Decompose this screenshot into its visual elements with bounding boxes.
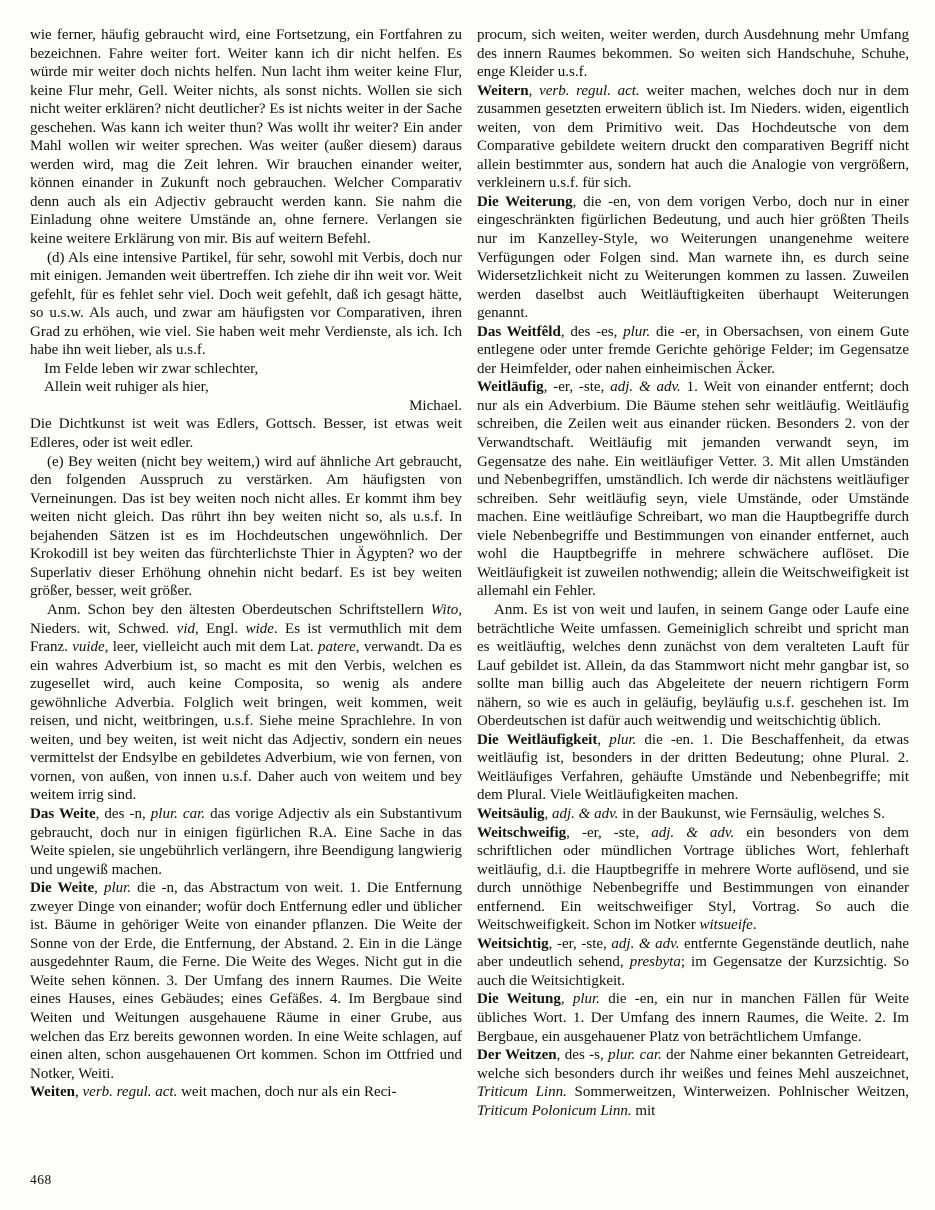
entry-headword: Weitsichtig bbox=[477, 935, 549, 952]
continuation-weiter-usage bbox=[30, 26, 462, 249]
text-run: procum, sich weiten, weiter werden, durch Ausdehnung mehr Umfang des innern Raumes bekommen. So weiten sich Handschuhe, Schuhe, enge Kleider u.s.f. bbox=[477, 27, 909, 81]
entry-headword: Das Weitfêld bbox=[477, 323, 561, 340]
text-run: weiter machen, welches doch nur in dem zusammen gesetzten erweitern üblich ist. Im Nieders. widen, eigentlich weiten, von dem Primitivo weit. Das Hochdeutsche von dem Comparative gebildete weitern druckt den comparativen Begriff nicht allein bestimmter aus, sondern hat auch die Analogie von vergrößern, verkleinern u.s.f. für sich. bbox=[477, 82, 910, 192]
entry-weitsaeulig bbox=[477, 805, 909, 824]
italic-term: plur. bbox=[572, 991, 600, 1008]
italic-term: plur. bbox=[623, 323, 651, 340]
entry-weiten bbox=[30, 1083, 462, 1102]
text-run: die -en, ein nur in manchen Fällen für Weite übliches Wort. 1. Der Umfang des innern Raumes, die Weite. 2. Im Bergbaue, ein ausgehauener Platz von beträchtlichem Umfange. bbox=[477, 991, 909, 1045]
entry-weitschweifig bbox=[477, 824, 909, 935]
text-run: die -en. 1. Die Beschaffenheit, da etwas weitläufig ist, besonders in der dritten Bedeutung; ohne Plural. 2. Weitläufiges Verfahren, gehäufte Umstände und Nebenbegriffe; mit dem Plural. Viele Weitläufigkeiten machen. bbox=[477, 731, 910, 804]
italic-term: vuide bbox=[72, 639, 105, 656]
text-run: (e) Bey weiten (nicht bey weitem,) wird auf ähnliche Art gebraucht, den folgenden Ausspruch zu verstärken. Am häufigsten von Verneinungen. Das ist bey weiten noch nicht alles. Er kommt ihm bey weiten nicht gleich. Das rührt ihn bey weiten nicht so, als u.s.f. In bejahenden Sätzen ist es im Hochdeutschen ungewöhnlich. Der Krokodill ist bey weiten das fürchterlichste Thier in Ägypten? wo der Superlativ dieser Erhöhung ohnehin nicht bedarf. Es ist bey weiten größer, besser, weit größer. bbox=[30, 453, 462, 600]
entry-weitlaeufig bbox=[477, 378, 909, 601]
entry-die-weitung bbox=[477, 990, 909, 1046]
anmerkung-weit bbox=[30, 601, 462, 805]
entry-headword: Die Weitläufigkeit bbox=[477, 731, 598, 748]
entry-headword: Weitläufig bbox=[477, 379, 544, 396]
text-run: wie ferner, häufig gebraucht wird, eine Fortsetzung, ein Fortfahren zu bezeichnen. Fahre weiter fort. Weiter kann ich dir nicht helfen. Es würde mir weiter doch nichts helfen. Nun lacht ihm weiter keine Flur, keine Flur mehr, Gell. Weiter nichts, als sonst nichts. Wollen sie sich nicht weiter erklären? nicht deutlicher? Es ist nichts weiter in der Sache geschehen. Was kann ich weiter thun? Was wollt ihr weiter? Ein ander Mahl wollen wir weiter sprechen. Was weiter (außer diesem) daraus werden wird, mag die Zeit lehren. Wir brauchen einander weiter, können einander in Zukunft noch gebrauchen. Welcher Comparativ denn auch als ein Adjectiv gebraucht werden kann. Sie nahm die Einladung ohne weitere Umstände an, ohne fernere. Verlangen sie keine weitere Erklärung von mir. Bis auf weitern Befehl. bbox=[30, 27, 462, 248]
italic-term: vid bbox=[176, 620, 195, 637]
entry-headword: Weiten bbox=[30, 1084, 75, 1101]
entry-headword: Die Weitung bbox=[477, 991, 561, 1008]
text-run: Die Dichtkunst ist weit was Edlers, Gottsch. Besser, ist etwas weit Edleres, oder ist weit edler. bbox=[30, 416, 462, 452]
text-run: der Nahme einer bekannten Getreideart, welche sich besonders durch ihr weißes und feines Mehl auszeichnet, bbox=[477, 1047, 910, 1082]
verse-attribution bbox=[30, 397, 462, 416]
entry-headword: Das Weite bbox=[30, 805, 96, 822]
text-run: Anm. Es ist von weit und laufen, in seinem Gange oder Laufe eine beträchtliche Weite umfassen. Gemeiniglich schreibt und spricht man es weitläuftig, welches denn zunächst von dem veralteten Lauft für Lauf gebildet ist. Allein, da das Stammwort nicht mehr gangbar ist, so sollte man billig auch das Abgeleitete der neuern richtigern Form nähern, so wie es auch in geläufig, beyläufig u.s.f. geschehen ist. Im Oberdeutschen ist dafür auch weitwendig und weitschichtig üblich. bbox=[477, 601, 909, 730]
italic-term: verb. regul. act. bbox=[539, 82, 640, 99]
text-run: , Engl. bbox=[195, 620, 246, 637]
entry-der-weitzen bbox=[477, 1046, 909, 1120]
page-number: 468 bbox=[30, 1172, 52, 1187]
italic-term: plur. bbox=[103, 880, 132, 897]
sense-e-bey-weiten bbox=[30, 453, 462, 601]
italic-term: adj. & adv. bbox=[611, 935, 680, 952]
dichtkunst-example bbox=[30, 415, 462, 452]
text-run: mit bbox=[631, 1102, 656, 1119]
text-run: , bbox=[75, 1084, 83, 1101]
anmerkung-weitlaeufig bbox=[477, 601, 909, 731]
italic-term: Triticum Linn. bbox=[477, 1084, 567, 1101]
text-run: Im Felde leben wir zwar schlechter, bbox=[44, 360, 259, 377]
text-run: Michael. bbox=[409, 397, 462, 414]
text-run: ein besonders von dem schriftlichen oder mündlichen Vortrage übliches Wort, fehlerhaft weitläufig, d.i. die Hauptbegriffe in mehrere Worte auflösend, und sie durch unnöthige Nebenbegriffe und Bestimmungen von einander entfernend. Ein weitschweifiger Styl, Vortrag. So auch die Weitschweifigkeit. Schon im Notker bbox=[477, 824, 909, 934]
left-column bbox=[30, 26, 462, 1102]
entry-headword: Weitsäulig bbox=[477, 805, 545, 822]
text-run: , -er, -ste, bbox=[543, 379, 611, 396]
entry-die-weitlaeufigkeit bbox=[477, 731, 909, 805]
text-run: 1. Weit von einander entfernt; doch nur als ein Adverbium. Die Bäume stehen sehr weitläufig. Weitläufig schreiben, die Zeilen weit aus einander rücken. Besonders 2. von der Verwandtschaft. Weitläufig mit jemanden verwandt seyn, im Gegensatze des nahe. Ein weitläufiger Vetter. 3. Mit allen Umständen und Nebenbegriffen, umständlich. Ich werde dir nächstens weitläufiger schreiben. Sehr weitläufig seyn, viele Umstände, oder Umstände machen. Eine weitläufige Schreibart, wo man die Hauptbegriffe durch viele Nebenbegriffe und Bestimmungen von einander entfernet, auch wohl die Hauptbegriffe in mehrere schwächere auflöset. Die Weitläufigkeit ist zuweilen nothwendig; allein die Weitschweifigkeit ist allemahl ein Fehler. bbox=[477, 379, 909, 600]
text-run: , leer, vielleicht auch mit dem Lat. bbox=[104, 639, 318, 656]
entry-das-weitfeld bbox=[477, 323, 909, 379]
text-run: in der Baukunst, wie Fernsäulig, welches S. bbox=[618, 805, 886, 822]
text-run: , -er, -ste, bbox=[548, 935, 612, 952]
text-run: , bbox=[544, 805, 553, 822]
text-run: . bbox=[752, 917, 757, 934]
text-run: , des -s, bbox=[556, 1047, 609, 1064]
entry-headword: Weitern bbox=[477, 82, 529, 99]
entry-headword: Die Weite bbox=[30, 880, 95, 897]
text-run: , bbox=[528, 82, 540, 99]
italic-term: presbyta bbox=[629, 954, 681, 971]
text-run: die -er, in Obersachsen, von einem Gute entlegene oder unter fremde Gerichte gehörige Felder; im Gegensatze der Heimfelder, oder nahen einheimischen Äcker. bbox=[477, 323, 909, 377]
italic-term: plur. car. bbox=[608, 1047, 662, 1064]
italic-term: adj. & adv. bbox=[651, 824, 735, 841]
italic-term: wide bbox=[245, 620, 274, 637]
continuation-weiten-reciprocum bbox=[477, 26, 909, 82]
italic-term: witsueife bbox=[699, 917, 753, 934]
entry-weitern bbox=[477, 82, 909, 193]
verse-line-2 bbox=[30, 378, 462, 397]
text-run: , -er, -ste, bbox=[566, 824, 652, 841]
text-run: Allein weit ruhiger als hier, bbox=[44, 379, 209, 396]
text-run: (d) Als eine intensive Partikel, für sehr, sowohl mit Verbis, doch nur mit einigen. Jemanden weit übertreffen. Ich ziehe dir ihn weit vor. Weit gefehlt, für es fehlet sehr viel. Doch weit gefehlt, daß ich gesagt hätte, so u.s.w. Als auch, und zwar am häufigsten vor Comparativen, ihren Grad zu erhöhen, wie viel. Sie haben weit mehr Verdienste, als ich. Ich habe ihn weit lieber, als u.s.f. bbox=[30, 249, 462, 359]
entry-die-weite bbox=[30, 879, 462, 1083]
italic-term: adj. & adv. bbox=[552, 805, 619, 822]
italic-term: plur. car. bbox=[150, 805, 206, 822]
text-run: , bbox=[597, 731, 610, 748]
entry-weitsichtig bbox=[477, 935, 909, 991]
text-run: , die -en, von dem vorigen Verbo, doch nur in einer eingeschränkten figürlichen Bedeutung, und auch hier größten Theils nur im Kanzelley-Style, wo Weiterungen unangenehme weitere Verfügungen oder Folgen sind. Man warnete ihn, es durch seine Widersetzlichkeit nicht zu Weiterungen kommen zu lassen. Zuweilen werden daselbst auch Weitläuftigkeiten überhaupt Weiterungen genannt. bbox=[477, 193, 909, 322]
sense-d-intensive-partikel bbox=[30, 249, 462, 360]
italic-term: verb. regul. act. bbox=[82, 1084, 178, 1101]
entry-das-weite bbox=[30, 805, 462, 879]
text-run: Anm. Schon bey den ältesten Oberdeutschen Schriftstellern bbox=[47, 601, 431, 618]
text-run: ; im Gegensatze der Kurzsichtig. So auch die Weitsichtigkeit. bbox=[477, 954, 909, 989]
italic-term: Wito bbox=[430, 601, 459, 618]
text-run: , bbox=[94, 880, 104, 897]
entry-headword: Weitschweifig bbox=[477, 824, 567, 841]
text-run: entfernte Gegenstände deutlich, nahe aber undeutlich sehend, bbox=[477, 935, 909, 971]
text-run: die -n, das Abstractum von weit. 1. Die Entfernung zweyer Dinge von einander; wofür doch Entfernung edler und üblicher ist. Bäume in gehöriger Weite von einander pflanzen. Die Weite der Sonne von der Erde, die Entfernung, der Abstand. 2. Ein in die Länge ausgedehnter Raum, die Ferne. Die Weite des Weges. Nicht gut in die Weite sehen können. 3. Der Umfang des innern Raumes. Die Weite eines Hauses, eines Gebäudes; eines Gefäßes. 4. Im Bergbaue sind Weiten und Weitungen ausgehauene Räume in einer Grube, aus welchen das Erz bereits gewonnen worden. In eine Weite schlagen, auf einen alten, schon ausgehauenen Ort kommen. Schon im Ottfried und Notker, Weiti. bbox=[30, 880, 462, 1082]
italic-term: plur. bbox=[609, 731, 637, 748]
text-run: , des -n, bbox=[95, 805, 151, 822]
entry-die-weiterung bbox=[477, 193, 909, 323]
text-run: Sommerweitzen, Winterweizen. Pohlnischer Weitzen, bbox=[566, 1084, 909, 1101]
text-run: , Nieders. wit, Schwed. bbox=[30, 601, 462, 637]
text-run: , des -es, bbox=[560, 323, 624, 340]
italic-term: adj. & adv. bbox=[610, 379, 681, 396]
verse-line-1 bbox=[30, 360, 462, 379]
entry-headword: Die Weiterung bbox=[477, 193, 573, 210]
text-run: , verwandt. Da es ein wahres Adverbium ist, so macht es mit den Verbis, welchen es zugesellet wird, auch keine Composita, so wenig als andere gewöhnliche Adverbia. Folglich weit bringen, weit kommen, weit reisen, und nicht, weitbringen, u.s.f. Siehe meine Sprachlehre. In von weiten, und bey weiten, ist weit nicht das Adjectiv, sondern ein neues vermittelst der Endsylbe en gebildetes Adverbium, wie von fernen, von vornen, von außen, von innen u.s.f. Daher auch von weitem und bey weitem irrig sind. bbox=[30, 639, 462, 804]
italic-term: patere bbox=[317, 639, 356, 656]
entry-headword: Der Weitzen bbox=[477, 1047, 557, 1064]
right-column bbox=[477, 26, 909, 1120]
italic-term: Triticum Polonicum Linn. bbox=[477, 1102, 632, 1119]
text-run: , bbox=[560, 991, 573, 1008]
text-run: . Es ist vermuthlich mit dem Franz. bbox=[30, 620, 462, 656]
text-run: das vorige Adjectiv als ein Substantivum gebraucht, doch nur in einigen figürlichen R.A. Eine Sache in das Weite spielen, sie ungebührlich verlängern, ihre Beendigung langwierig und ungewiß machen. bbox=[30, 805, 462, 878]
text-run: weit machen, doch nur als ein Reci- bbox=[177, 1084, 397, 1101]
